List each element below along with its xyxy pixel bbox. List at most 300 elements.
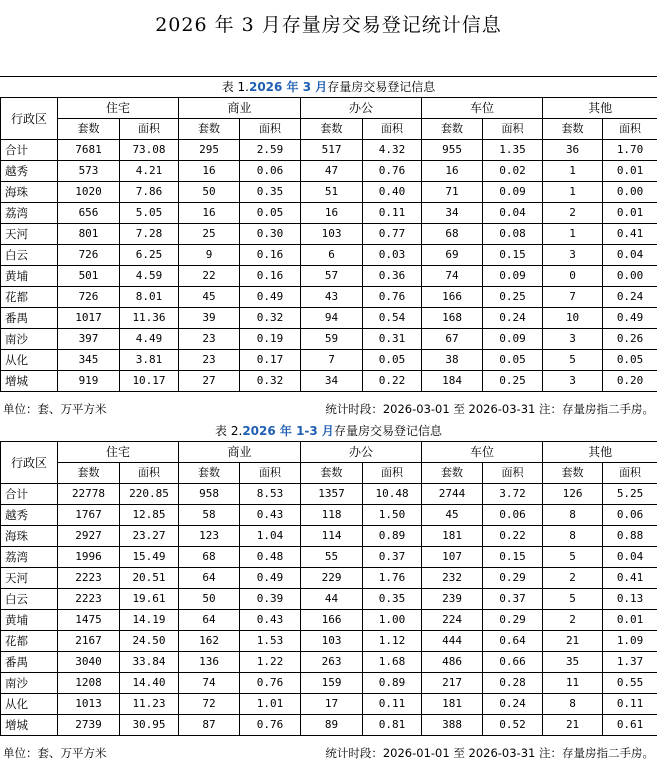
- table1-value-cell: 0.41: [603, 224, 657, 245]
- table1-sub-header: 面积: [120, 119, 179, 140]
- table2-value-cell: 0.49: [240, 568, 301, 589]
- table1-sub-header: 面积: [603, 119, 657, 140]
- table2-district-cell: 南沙: [1, 673, 58, 694]
- table1-value-cell: 0.24: [483, 308, 543, 329]
- table1-value-cell: 16: [179, 203, 240, 224]
- table2-value-cell: 11.23: [120, 694, 179, 715]
- table1-value-cell: 0.16: [240, 266, 301, 287]
- table2-district-cell: 海珠: [1, 526, 58, 547]
- table1-caption-prefix: 表 1.: [221, 80, 249, 94]
- table2-table-row: [1, 526, 657, 547]
- table1-value-cell: 1017: [58, 308, 120, 329]
- table1-value-cell: 0.32: [240, 371, 301, 392]
- table1-value-cell: 0: [543, 266, 603, 287]
- table1-group-header: 办公: [301, 98, 422, 119]
- table1-district-cell: 越秀: [1, 161, 58, 182]
- table1-table-row: [1, 329, 657, 350]
- table1-value-cell: 47: [301, 161, 363, 182]
- table1-value-cell: 27: [179, 371, 240, 392]
- table2-value-cell: 45: [422, 505, 483, 526]
- table2-value-cell: 1.50: [363, 505, 422, 526]
- table2-value-cell: 1013: [58, 694, 120, 715]
- table1-value-cell: 801: [58, 224, 120, 245]
- table2-value-cell: 1.04: [240, 526, 301, 547]
- table1-unit-note: 单位：套、万平方米: [3, 402, 107, 416]
- table1-value-cell: 5.05: [120, 203, 179, 224]
- table2-district-cell: 白云: [1, 589, 58, 610]
- table1-value-cell: 1.70: [603, 140, 657, 161]
- table1-value-cell: 0.03: [363, 245, 422, 266]
- table2-district-cell: 荔湾: [1, 547, 58, 568]
- table2-district-cell: 越秀: [1, 505, 58, 526]
- table1-value-cell: 9: [179, 245, 240, 266]
- table2-value-cell: 5: [543, 589, 603, 610]
- table1-value-cell: 3: [543, 371, 603, 392]
- table1-sub-header: 面积: [240, 119, 301, 140]
- table1-value-cell: 69: [422, 245, 483, 266]
- table1-value-cell: 4.59: [120, 266, 179, 287]
- table1-value-cell: 0.30: [240, 224, 301, 245]
- table1-group-header: 车位: [422, 98, 543, 119]
- table2-value-cell: 0.76: [240, 673, 301, 694]
- table1-value-cell: 573: [58, 161, 120, 182]
- table1-value-cell: 22: [179, 266, 240, 287]
- table2-value-cell: 2744: [422, 484, 483, 505]
- table2-value-cell: 0.89: [363, 673, 422, 694]
- table1-value-cell: 0.09: [483, 329, 543, 350]
- table1-value-cell: 10: [543, 308, 603, 329]
- table2-value-cell: 1.37: [603, 652, 657, 673]
- table2-value-cell: 19.61: [120, 589, 179, 610]
- table2-district-cell: 天河: [1, 568, 58, 589]
- table2-group-header: 办公: [301, 442, 422, 463]
- table2-group-header: 住宅: [58, 442, 179, 463]
- table2-value-cell: 1996: [58, 547, 120, 568]
- table2-value-cell: 44: [301, 589, 363, 610]
- table1-value-cell: 6: [301, 245, 363, 266]
- table1-value-cell: 68: [422, 224, 483, 245]
- table1-value-cell: 59: [301, 329, 363, 350]
- table2-value-cell: 0.06: [483, 505, 543, 526]
- table1-value-cell: 0.77: [363, 224, 422, 245]
- table1-value-cell: 0.05: [483, 350, 543, 371]
- table1-value-cell: 10.17: [120, 371, 179, 392]
- table1-value-cell: 3.81: [120, 350, 179, 371]
- table2-value-cell: 1.68: [363, 652, 422, 673]
- table1-value-cell: 1: [543, 224, 603, 245]
- table1-value-cell: 0.31: [363, 329, 422, 350]
- table2-caption: [0, 423, 657, 439]
- table2-value-cell: 229: [301, 568, 363, 589]
- table2-value-cell: 64: [179, 568, 240, 589]
- table2-value-cell: 68: [179, 547, 240, 568]
- table1-district-cell: 南沙: [1, 329, 58, 350]
- table2-value-cell: 21: [543, 631, 603, 652]
- table1-group-header: 商业: [179, 98, 301, 119]
- table2-sub-header: 套数: [58, 463, 120, 484]
- table2-value-cell: 263: [301, 652, 363, 673]
- table1-value-cell: 0.11: [363, 203, 422, 224]
- table1-table-row: [1, 350, 657, 371]
- table2-value-cell: 0.41: [603, 568, 657, 589]
- table1-value-cell: 0.32: [240, 308, 301, 329]
- table2-value-cell: 159: [301, 673, 363, 694]
- table2-value-cell: 58: [179, 505, 240, 526]
- table2-value-cell: 12.85: [120, 505, 179, 526]
- table1-value-cell: 1: [543, 161, 603, 182]
- table2-table-row: [1, 715, 657, 736]
- table2-table-row: [1, 631, 657, 652]
- table2-value-cell: 1.76: [363, 568, 422, 589]
- table2-value-cell: 1.01: [240, 694, 301, 715]
- table1-value-cell: 94: [301, 308, 363, 329]
- table1-district-cell: 花都: [1, 287, 58, 308]
- table2-value-cell: 14.40: [120, 673, 179, 694]
- table1-value-cell: 0.35: [240, 182, 301, 203]
- table2-value-cell: 107: [422, 547, 483, 568]
- table2-value-cell: 17: [301, 694, 363, 715]
- table1-group-header: 住宅: [58, 98, 179, 119]
- table2-caption-highlight: 2026 年 1-3 月: [242, 424, 334, 438]
- table2-sub-header: 套数: [179, 463, 240, 484]
- table1-footer: [0, 400, 657, 418]
- table2-value-cell: 224: [422, 610, 483, 631]
- table1-value-cell: 73.08: [120, 140, 179, 161]
- table2-value-cell: 0.15: [483, 547, 543, 568]
- table2-value-cell: 0.43: [240, 505, 301, 526]
- table2-value-cell: 10.48: [363, 484, 422, 505]
- table2-value-cell: 0.01: [603, 610, 657, 631]
- table1-group-header: 其他: [543, 98, 657, 119]
- table1-value-cell: 2.59: [240, 140, 301, 161]
- table2-value-cell: 14.19: [120, 610, 179, 631]
- table1-value-cell: 16: [422, 161, 483, 182]
- table2-table-row: [1, 484, 657, 505]
- table2-period-note: 统计时段：2026-01-01 至 2026-03-31 注：存量房指二手房。: [325, 746, 654, 760]
- table1-value-cell: 0.08: [483, 224, 543, 245]
- table2-value-cell: 2167: [58, 631, 120, 652]
- table1-value-cell: 0.49: [603, 308, 657, 329]
- table1-value-cell: 345: [58, 350, 120, 371]
- table2-value-cell: 1767: [58, 505, 120, 526]
- table1-value-cell: 7681: [58, 140, 120, 161]
- table1-value-cell: 397: [58, 329, 120, 350]
- table2-value-cell: 103: [301, 631, 363, 652]
- table1-table-row: [1, 245, 657, 266]
- table2-value-cell: 126: [543, 484, 603, 505]
- table1-value-cell: 0.05: [240, 203, 301, 224]
- table1-value-cell: 51: [301, 182, 363, 203]
- table1-value-cell: 1.35: [483, 140, 543, 161]
- table1-period-note: 统计时段：2026-03-01 至 2026-03-31 注：存量房指二手房。: [325, 402, 654, 416]
- table2-district-cell: 合计: [1, 484, 58, 505]
- table2-group-header: 商业: [179, 442, 301, 463]
- table2-value-cell: 0.55: [603, 673, 657, 694]
- table1-district-cell: 番禺: [1, 308, 58, 329]
- table1-value-cell: 0.19: [240, 329, 301, 350]
- table1-table-row: [1, 182, 657, 203]
- table1-value-cell: 656: [58, 203, 120, 224]
- table2-value-cell: 11: [543, 673, 603, 694]
- table2-caption-suffix: 存量房交易登记信息: [333, 424, 442, 438]
- table1-value-cell: 0.17: [240, 350, 301, 371]
- table1-value-cell: 166: [422, 287, 483, 308]
- table2-district-cell: 花都: [1, 631, 58, 652]
- table2-value-cell: 136: [179, 652, 240, 673]
- table2-district-cell: 增城: [1, 715, 58, 736]
- table2-value-cell: 0.06: [603, 505, 657, 526]
- table2-value-cell: 3.72: [483, 484, 543, 505]
- table1-value-cell: 0.25: [483, 287, 543, 308]
- table1-value-cell: 295: [179, 140, 240, 161]
- table2-value-cell: 0.76: [240, 715, 301, 736]
- table1-value-cell: 0.26: [603, 329, 657, 350]
- table2-value-cell: 1208: [58, 673, 120, 694]
- table1-value-cell: 517: [301, 140, 363, 161]
- table1-value-cell: 11.36: [120, 308, 179, 329]
- table2-value-cell: 50: [179, 589, 240, 610]
- table2-value-cell: 0.48: [240, 547, 301, 568]
- table1-value-cell: 0.04: [483, 203, 543, 224]
- table2-group-header: 其他: [543, 442, 657, 463]
- table1-district-cell: 从化: [1, 350, 58, 371]
- table1-value-cell: 0.24: [603, 287, 657, 308]
- table1-caption-suffix: 存量房交易登记信息: [327, 80, 436, 94]
- table2-value-cell: 0.35: [363, 589, 422, 610]
- table2-value-cell: 3040: [58, 652, 120, 673]
- table1-value-cell: 6.25: [120, 245, 179, 266]
- table1-value-cell: 57: [301, 266, 363, 287]
- table1-table-row: [1, 371, 657, 392]
- table2-value-cell: 33.84: [120, 652, 179, 673]
- table1-value-cell: 8.01: [120, 287, 179, 308]
- table1-value-cell: 0.00: [603, 182, 657, 203]
- table2-value-cell: 55: [301, 547, 363, 568]
- table1-value-cell: 34: [301, 371, 363, 392]
- table2-value-cell: 0.22: [483, 526, 543, 547]
- table2-caption-prefix: 表 2.: [215, 424, 243, 438]
- table1-row-header: 行政区: [1, 98, 58, 140]
- table2-value-cell: 8: [543, 505, 603, 526]
- table1-district-cell: 黄埔: [1, 266, 58, 287]
- table2-value-cell: 8.53: [240, 484, 301, 505]
- table1-value-cell: 0.05: [363, 350, 422, 371]
- table2-value-cell: 239: [422, 589, 483, 610]
- table2-value-cell: 0.43: [240, 610, 301, 631]
- table2-value-cell: 166: [301, 610, 363, 631]
- table2-value-cell: 74: [179, 673, 240, 694]
- table2-value-cell: 72: [179, 694, 240, 715]
- table2-value-cell: 220.85: [120, 484, 179, 505]
- table1-value-cell: 0.76: [363, 287, 422, 308]
- table1-value-cell: 0.22: [363, 371, 422, 392]
- table2-sub-header: 面积: [363, 463, 422, 484]
- table2-value-cell: 0.04: [603, 547, 657, 568]
- table2-value-cell: 87: [179, 715, 240, 736]
- table1-value-cell: 0.76: [363, 161, 422, 182]
- table1-caption: [0, 79, 657, 95]
- table1-district-cell: 荔湾: [1, 203, 58, 224]
- table1-district-cell: 海珠: [1, 182, 58, 203]
- table2-value-cell: 486: [422, 652, 483, 673]
- table2-value-cell: 24.50: [120, 631, 179, 652]
- table2-group-header: 车位: [422, 442, 543, 463]
- table2-value-cell: 23.27: [120, 526, 179, 547]
- table2-value-cell: 114: [301, 526, 363, 547]
- table1-value-cell: 1: [543, 182, 603, 203]
- table2-value-cell: 0.66: [483, 652, 543, 673]
- table2-value-cell: 0.11: [603, 694, 657, 715]
- table1-value-cell: 4.49: [120, 329, 179, 350]
- table1-district-cell: 天河: [1, 224, 58, 245]
- table1-sub-header: 面积: [363, 119, 422, 140]
- table1-table-row: [1, 266, 657, 287]
- table1-sub-header: 套数: [58, 119, 120, 140]
- table2-value-cell: 2739: [58, 715, 120, 736]
- table1-value-cell: 0.49: [240, 287, 301, 308]
- table1-value-cell: 726: [58, 287, 120, 308]
- table2-value-cell: 2223: [58, 568, 120, 589]
- table1-value-cell: 0.09: [483, 182, 543, 203]
- table1-caption-highlight: 2026 年 3 月: [248, 80, 328, 94]
- table1-value-cell: 103: [301, 224, 363, 245]
- table1-value-cell: 0.25: [483, 371, 543, 392]
- table2-sub-header: 面积: [120, 463, 179, 484]
- table2-district-cell: 黄埔: [1, 610, 58, 631]
- table1-value-cell: 168: [422, 308, 483, 329]
- table1-value-cell: 16: [301, 203, 363, 224]
- table1-value-cell: 0.09: [483, 266, 543, 287]
- table2-value-cell: 0.13: [603, 589, 657, 610]
- table2-value-cell: 0.29: [483, 568, 543, 589]
- table2-value-cell: 15.49: [120, 547, 179, 568]
- table1-value-cell: 74: [422, 266, 483, 287]
- table2-table-row: [1, 673, 657, 694]
- table2-value-cell: 22778: [58, 484, 120, 505]
- table2-sub-header: 面积: [240, 463, 301, 484]
- table2-value-cell: 2: [543, 568, 603, 589]
- table1-district-cell: 白云: [1, 245, 58, 266]
- table2-value-cell: 2927: [58, 526, 120, 547]
- table1-value-cell: 39: [179, 308, 240, 329]
- table1-value-cell: 0.04: [603, 245, 657, 266]
- table2-value-cell: 1357: [301, 484, 363, 505]
- table1-table-row: [1, 140, 657, 161]
- table2-district-cell: 番禺: [1, 652, 58, 673]
- table2-table-row: [1, 547, 657, 568]
- table1-value-cell: 2: [543, 203, 603, 224]
- table1-value-cell: 34: [422, 203, 483, 224]
- table1-table-row: [1, 287, 657, 308]
- table1-value-cell: 3: [543, 329, 603, 350]
- table2-value-cell: 1475: [58, 610, 120, 631]
- table2-value-cell: 162: [179, 631, 240, 652]
- top-rule: [0, 76, 657, 77]
- table2-sub-header: 套数: [301, 463, 363, 484]
- table2-sub-header: 套数: [422, 463, 483, 484]
- table1-value-cell: 0.06: [240, 161, 301, 182]
- table2-value-cell: 1.12: [363, 631, 422, 652]
- table2-value-cell: 0.64: [483, 631, 543, 652]
- table1-value-cell: 919: [58, 371, 120, 392]
- table2-value-cell: 35: [543, 652, 603, 673]
- table2-value-cell: 0.37: [363, 547, 422, 568]
- table2-value-cell: 1.22: [240, 652, 301, 673]
- table1-value-cell: 71: [422, 182, 483, 203]
- table2-sub-header: 套数: [543, 463, 603, 484]
- table1-table-row: [1, 308, 657, 329]
- table1-sub-header: 套数: [301, 119, 363, 140]
- table1-table-row: [1, 224, 657, 245]
- table2-sub-header: 面积: [483, 463, 543, 484]
- table1-value-cell: 0.01: [603, 161, 657, 182]
- table2-value-cell: 181: [422, 694, 483, 715]
- table2-value-cell: 0.61: [603, 715, 657, 736]
- table1-value-cell: 4.32: [363, 140, 422, 161]
- table1-value-cell: 38: [422, 350, 483, 371]
- table2-row-header: 行政区: [1, 442, 58, 484]
- table2-table-row: [1, 652, 657, 673]
- table1-value-cell: 955: [422, 140, 483, 161]
- table1-district-cell: 增城: [1, 371, 58, 392]
- table2-sub-header: 面积: [603, 463, 657, 484]
- table2-value-cell: 0.81: [363, 715, 422, 736]
- table2-value-cell: 217: [422, 673, 483, 694]
- table2-value-cell: 0.28: [483, 673, 543, 694]
- table2-table-row: [1, 568, 657, 589]
- table2-value-cell: 5: [543, 547, 603, 568]
- table1-sub-header: 套数: [422, 119, 483, 140]
- table2-value-cell: 1.00: [363, 610, 422, 631]
- table2-table-row: [1, 610, 657, 631]
- table1-value-cell: 0.16: [240, 245, 301, 266]
- table2-value-cell: 0.37: [483, 589, 543, 610]
- table2-value-cell: 0.88: [603, 526, 657, 547]
- table1-value-cell: 0.15: [483, 245, 543, 266]
- table1-value-cell: 7.86: [120, 182, 179, 203]
- table2-value-cell: 5.25: [603, 484, 657, 505]
- table1-value-cell: 36: [543, 140, 603, 161]
- table2-value-cell: 8: [543, 694, 603, 715]
- table2-value-cell: 89: [301, 715, 363, 736]
- table2-value-cell: 0.89: [363, 526, 422, 547]
- table1-value-cell: 7.28: [120, 224, 179, 245]
- table2-value-cell: 958: [179, 484, 240, 505]
- table2-value-cell: 0.24: [483, 694, 543, 715]
- table1-value-cell: 7: [301, 350, 363, 371]
- table2-value-cell: 1.09: [603, 631, 657, 652]
- table1-value-cell: 50: [179, 182, 240, 203]
- table2-table-row: [1, 589, 657, 610]
- table1-value-cell: 0.02: [483, 161, 543, 182]
- table1-value-cell: 16: [179, 161, 240, 182]
- table2-value-cell: 20.51: [120, 568, 179, 589]
- table2-value-cell: 2: [543, 610, 603, 631]
- table1-value-cell: 25: [179, 224, 240, 245]
- table1-value-cell: 0.36: [363, 266, 422, 287]
- table2-value-cell: 8: [543, 526, 603, 547]
- table2-value-cell: 118: [301, 505, 363, 526]
- table1-value-cell: 0.54: [363, 308, 422, 329]
- table2-value-cell: 0.11: [363, 694, 422, 715]
- table1-value-cell: 3: [543, 245, 603, 266]
- table1-value-cell: 4.21: [120, 161, 179, 182]
- table2-value-cell: 1.53: [240, 631, 301, 652]
- table2-value-cell: 0.29: [483, 610, 543, 631]
- table1-sub-header: 面积: [483, 119, 543, 140]
- table1-sub-header: 套数: [543, 119, 603, 140]
- table1-value-cell: 43: [301, 287, 363, 308]
